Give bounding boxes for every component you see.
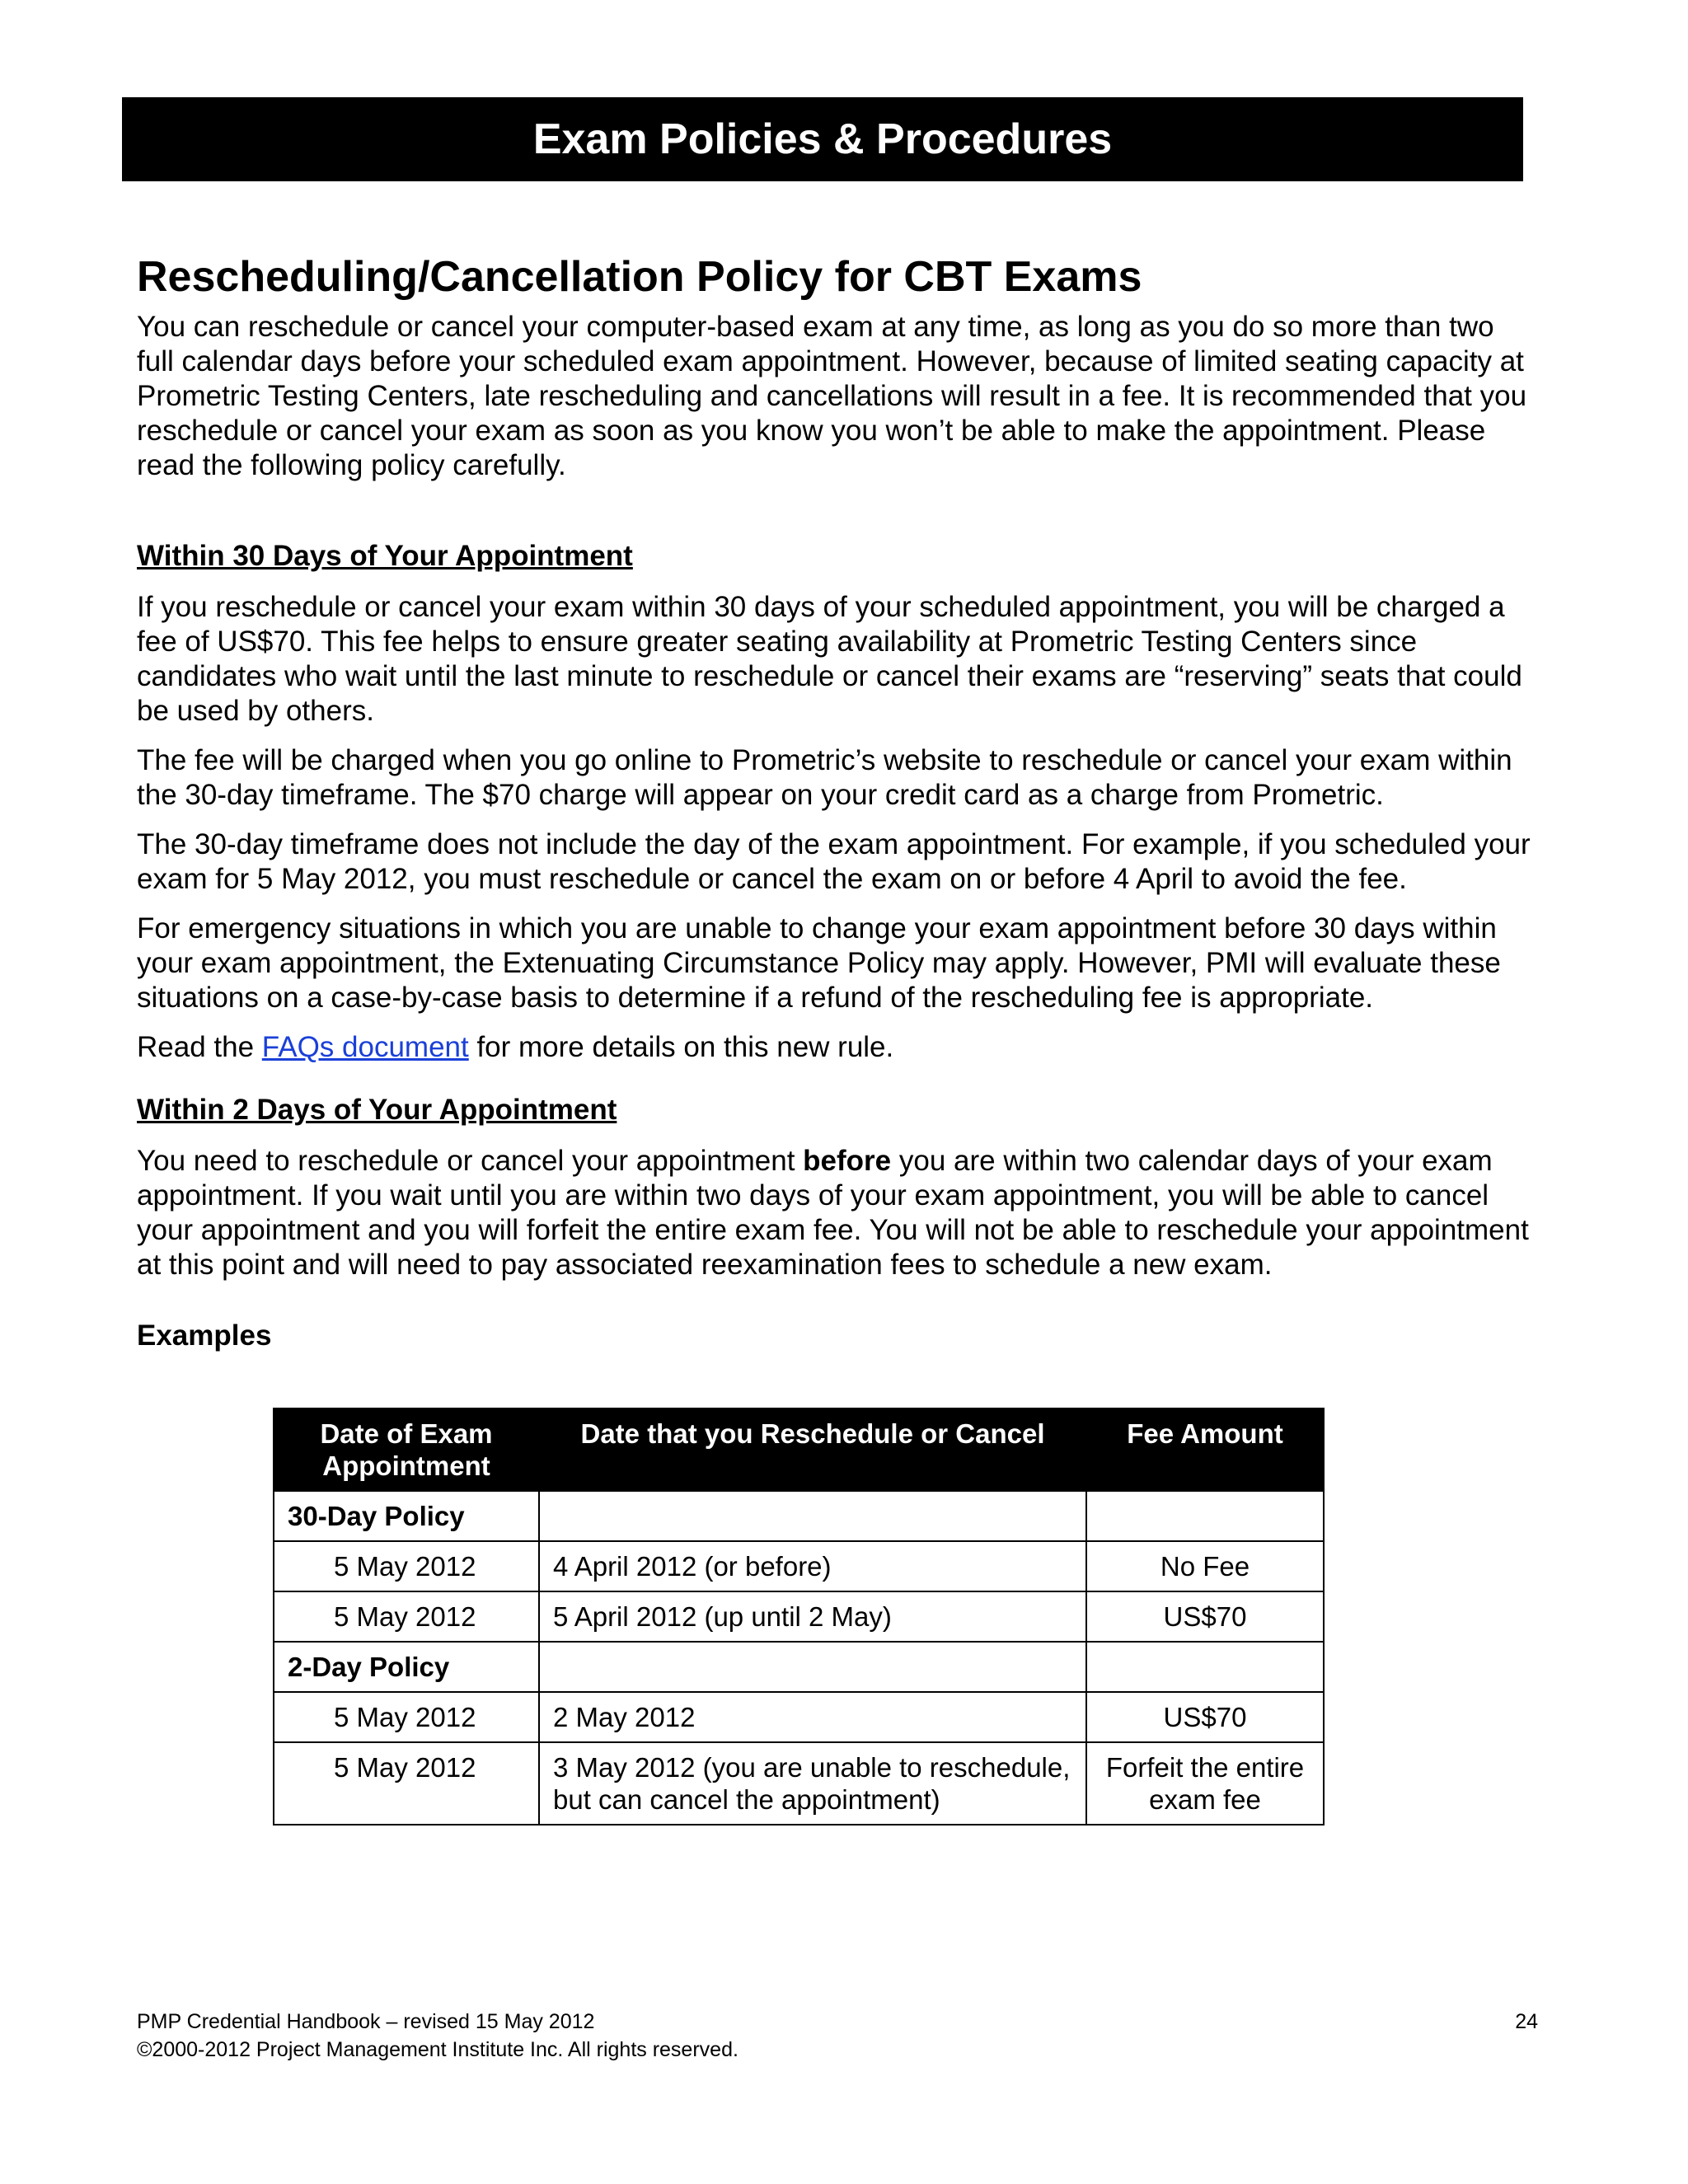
table-row xyxy=(274,1742,1324,1825)
reschedule-date-cell: 5 April 2012 (up until 2 May) xyxy=(539,1591,1086,1642)
reschedule-date-cell: 2 May 2012 xyxy=(539,1692,1086,1742)
intro-paragraph: You can reschedule or cancel your computer-based exam at any time, as long as you do so more than two full calendar days before your scheduled exam appointment. However, because of limited seating capacity at Prometric Testing Centers, late rescheduling and cancellations will result in a fee. It is recommended that you reschedule or cancel your exam as soon as you know you won’t be able to make the appointment. Please read the following policy carefully. xyxy=(137,311,1527,481)
footer-copyright: ©2000-2012 Project Management Institute Inc. All rights reserved. xyxy=(137,2038,738,2061)
exam-date-cell: 5 May 2012 xyxy=(274,1692,539,1742)
table-header-row xyxy=(274,1408,1324,1491)
within-2-bold: before xyxy=(803,1145,892,1177)
table-row xyxy=(274,1591,1324,1642)
exam-date-cell: 5 May 2012 xyxy=(274,1541,539,1591)
table-row xyxy=(274,1642,1324,1692)
within-30-heading: Within 30 Days of Your Appointment xyxy=(137,540,633,572)
faq-paragraph xyxy=(137,1030,1538,1065)
header-fee-amount: Fee Amount xyxy=(1086,1408,1324,1491)
examples-table xyxy=(273,1408,1325,1825)
faq-post-text: for more details on this new rule. xyxy=(468,1031,894,1063)
footer-handbook-line: PMP Credential Handbook – revised 15 May 2012 xyxy=(137,2010,595,2033)
fee-cell: US$70 xyxy=(1086,1692,1324,1742)
within-2-post: you are within two calendar days of your exam appointment. If you wait until you are within two days of your exam appointment, you will be able to cancel your appointment and you will forfeit the entire exam fee. You will not be able to reschedule your appointment at this point and will need to pay associated reexamination fees to schedule a new exam. xyxy=(137,1145,1529,1281)
page-banner xyxy=(122,97,1523,181)
within-30-paragraph-4: For emergency situations in which you are unable to change your exam appointment before 30 days within your exam appointment, the Extenuating Circumstance Policy may apply. However, PMI will evaluate these situations on a case-by-case basis to determine if a refund of the rescheduling fee is appropriate. xyxy=(137,912,1501,1014)
within-30-paragraph-2: The fee will be charged when you go online to Prometric’s website to reschedule or cancel your exam within the 30-day timeframe. The $70 charge will appear on your credit card as a charge from Prometric. xyxy=(137,744,1512,811)
policy-2-label: 2-Day Policy xyxy=(274,1642,539,1692)
table-row xyxy=(274,1541,1324,1591)
exam-date-cell: 5 May 2012 xyxy=(274,1591,539,1642)
reschedule-date-cell: 3 May 2012 (you are unable to reschedule, but can cancel the appointment) xyxy=(539,1742,1086,1825)
page-footer xyxy=(137,2008,1538,2064)
within-30-paragraph-1: If you reschedule or cancel your exam within 30 days of your scheduled appointment, you will be charged a fee of US$70. This fee helps to ensure greater seating availability at Prometric Testing Centers since candidates who wait until the last minute to reschedule or cancel their exams are “reserving” seats that could be used by others. xyxy=(137,591,1522,727)
empty-cell xyxy=(539,1642,1086,1692)
faq-pre-text: Read the xyxy=(137,1031,262,1063)
examples-label: Examples xyxy=(137,1319,272,1352)
empty-cell xyxy=(539,1491,1086,1541)
reschedule-date-cell: 4 April 2012 (or before) xyxy=(539,1541,1086,1591)
main-content xyxy=(137,247,1538,1353)
table-row xyxy=(274,1491,1324,1541)
faq-document-link[interactable]: FAQs document xyxy=(261,1031,469,1063)
within-2-paragraph xyxy=(137,1144,1538,1282)
banner-title: Exam Policies & Procedures xyxy=(532,115,1113,163)
exam-date-cell: 5 May 2012 xyxy=(274,1742,539,1825)
section-title: Rescheduling/Cancellation Policy for CBT Exams xyxy=(137,253,1142,301)
header-reschedule-date: Date that you Reschedule or Cancel xyxy=(539,1408,1086,1491)
within-30-paragraph-3: The 30-day timeframe does not include the day of the exam appointment. For example, if you scheduled your exam for 5 May 2012, you must reschedule or cancel the exam on or before 4 April to avoid the fee. xyxy=(137,828,1531,895)
policy-30-label: 30-Day Policy xyxy=(274,1491,539,1541)
table-row xyxy=(274,1692,1324,1742)
fee-cell: US$70 xyxy=(1086,1591,1324,1642)
header-exam-date: Date of Exam Appointment xyxy=(274,1408,539,1491)
fee-cell: No Fee xyxy=(1086,1541,1324,1591)
empty-cell xyxy=(1086,1491,1324,1541)
fee-cell: Forfeit the entire exam fee xyxy=(1086,1742,1324,1825)
within-2-heading: Within 2 Days of Your Appointment xyxy=(137,1094,617,1126)
within-2-pre: You need to reschedule or cancel your appointment xyxy=(137,1145,804,1177)
page-number: 24 xyxy=(1515,2010,1538,2033)
empty-cell xyxy=(1086,1642,1324,1692)
